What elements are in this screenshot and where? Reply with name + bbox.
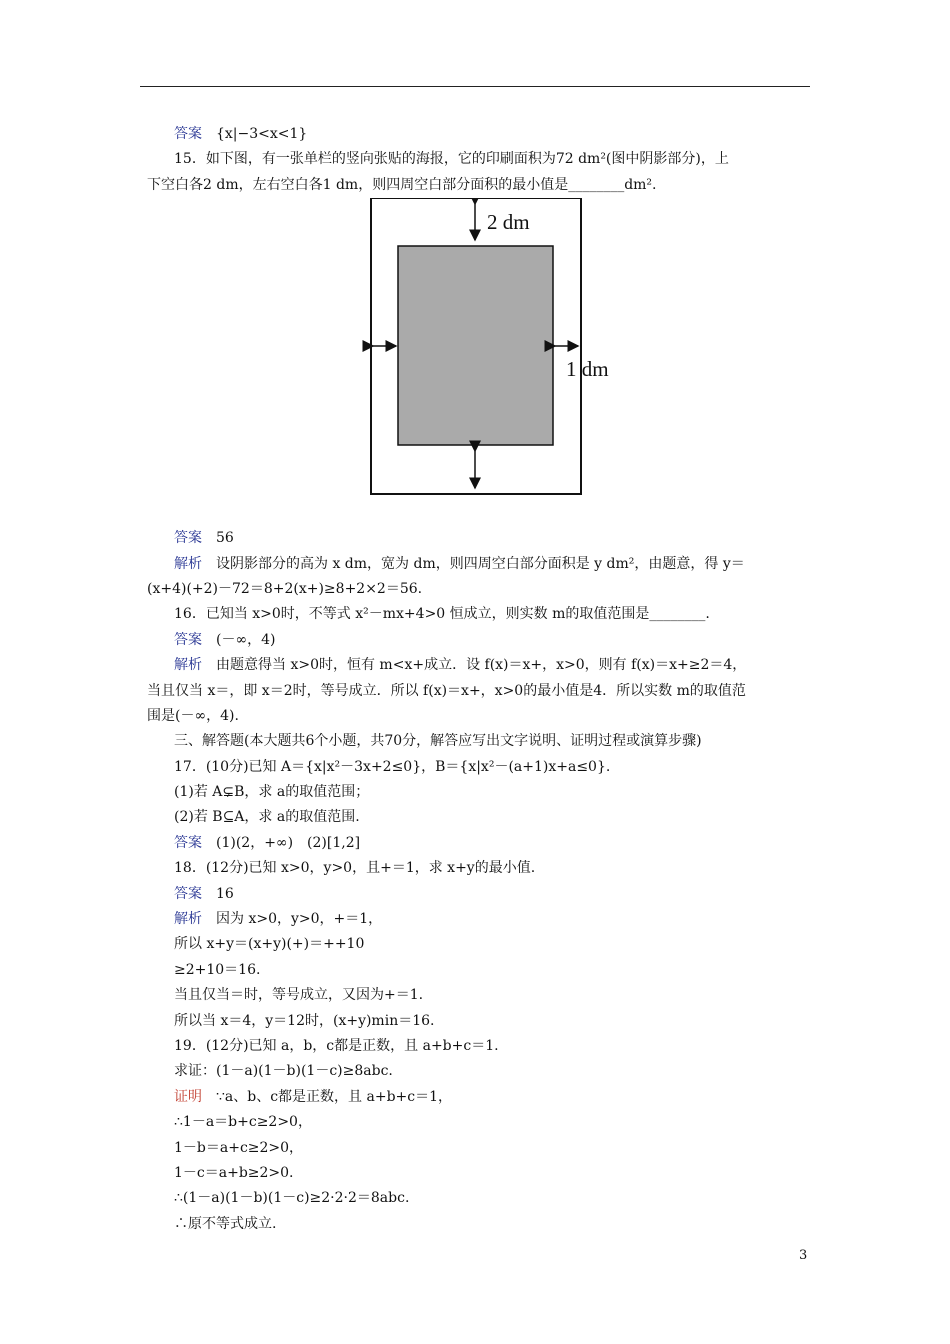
text-line [174, 755, 814, 780]
line-text: 16．已知当 x>0时，不等式 x²－mx+4>0 恒成立，则实数 m的取值范围是________. [174, 606, 710, 623]
side-margin-label: 1 dm [566, 357, 609, 382]
line-text: ∴原不等式成立. [174, 1215, 277, 1232]
line-text: 设阴影部分的高为 x dm，宽为 dm，则四周空白部分面积是 y dm²，由题意，得 y＝ [216, 555, 745, 572]
line-tag: 解析 [174, 911, 202, 928]
line-text: 1－c＝a+b≥2>0. [174, 1164, 294, 1181]
labeled-line [174, 653, 814, 678]
line-tag: 解析 [174, 657, 202, 674]
text-line [174, 1009, 814, 1034]
poster-figure [174, 198, 814, 526]
text-line [174, 1110, 814, 1135]
line-text: (x+4)(+2)－72＝8+2(x+)≥8+2×2＝56. [147, 580, 423, 597]
line-text: 56 [216, 530, 234, 547]
line-text: (1)(2，+∞) (2)[1,2] [216, 834, 361, 851]
line-text: 18．(12分)已知 x>0，y>0，且+＝1，求 x+y的最小值. [174, 860, 536, 877]
text-line [174, 1059, 814, 1084]
page-number: 3 [799, 1248, 808, 1263]
line-text: (1)若 A⊊B，求 a的取值范围； [174, 784, 370, 801]
line-text: 1－b＝a+c≥2>0， [174, 1139, 304, 1156]
line-text: 围是(－∞，4). [147, 707, 239, 724]
text-line [174, 729, 814, 754]
line-tag: 解析 [174, 555, 202, 572]
text-line [174, 1212, 814, 1237]
line-text: 所以当 x＝4，y＝12时，(x+y)min＝16. [174, 1012, 435, 1029]
labeled-line [174, 122, 814, 147]
line-tag: 答案 [174, 126, 202, 142]
text-line [174, 1034, 814, 1059]
line-text: (2)若 B⊆A，求 a的取值范围. [174, 809, 360, 826]
text-line [174, 1186, 814, 1211]
line-text: 因为 x>0，y>0，+＝1， [216, 911, 383, 928]
top-margin-label: 2 dm [487, 210, 530, 235]
text-line [174, 805, 814, 830]
line-text: 三、解答题(本大题共6个小题，共70分，解答应写出文字说明、证明过程或演算步骤) [174, 733, 702, 750]
line-text: 当且仅当 x＝，即 x＝2时，等号成立．所以 f(x)＝x+，x>0的最小值是4．所以实数 m的取值范 [147, 682, 746, 699]
labeled-line [174, 526, 814, 551]
text-line [174, 602, 814, 627]
text-line [174, 1136, 814, 1161]
line-text: 下空白各2 dm，左右空白各1 dm，则四周空白部分面积的最小值是________dm². [147, 176, 657, 193]
text-line [174, 1161, 814, 1186]
text-line [147, 173, 814, 198]
line-tag: 答案 [174, 631, 202, 648]
line-tag: 证明 [174, 1088, 202, 1105]
text-line [174, 856, 814, 881]
print-area [398, 246, 553, 445]
text-line [174, 780, 814, 805]
line-text: ≥2+10＝16. [174, 961, 261, 978]
text-line [174, 983, 814, 1008]
text-line [174, 958, 814, 983]
header-rule [140, 86, 810, 87]
line-text: 17．(10分)已知 A＝{x|x²－3x+2≤0}，B＝{x|x²－(a+1)x+a≤0}. [174, 758, 611, 775]
labeled-line [174, 1085, 814, 1110]
text-line [147, 704, 814, 729]
labeled-line [174, 882, 814, 907]
line-tag: 答案 [174, 885, 202, 902]
document-body [147, 122, 814, 1237]
poster-diagram [174, 198, 814, 526]
line-text: 19．(12分)已知 a，b，c都是正数，且 a+b+c＝1. [174, 1037, 499, 1054]
line-text: 16 [216, 885, 234, 902]
text-line [147, 577, 814, 602]
line-text: (－∞，4) [216, 631, 276, 648]
line-text: 15．如下图，有一张单栏的竖向张贴的海报，它的印刷面积为72 dm²(图中阴影部分)，上 [174, 151, 729, 168]
text-line [147, 679, 814, 704]
labeled-line [174, 552, 814, 577]
labeled-line [174, 831, 814, 856]
line-text: 由题意得当 x>0时，恒有 m<x+成立．设 f(x)＝x+，x>0，则有 f(x)＝x+≥2＝4， [216, 657, 747, 674]
line-tag: 答案 [174, 834, 202, 851]
line-text: ∴(1－a)(1－b)(1－c)≥2·2·2＝8abc. [174, 1190, 410, 1207]
labeled-line [174, 628, 814, 653]
text-line [174, 932, 814, 957]
labeled-line [174, 907, 814, 932]
line-text: ∴1－a＝b+c≥2>0， [174, 1114, 312, 1131]
line-tag: 答案 [174, 530, 202, 547]
line-text: {x|−3<x<1} [216, 126, 308, 142]
line-text: 所以 x+y＝(x+y)(+)＝++10 [174, 936, 365, 953]
line-text: ∵a、b、c都是正数，且 a+b+c＝1， [216, 1088, 453, 1105]
text-line [174, 147, 814, 172]
line-text: 当且仅当＝时，等号成立，又因为+＝1. [174, 987, 424, 1004]
line-text: 求证：(1－a)(1－b)(1－c)≥8abc. [174, 1063, 393, 1080]
